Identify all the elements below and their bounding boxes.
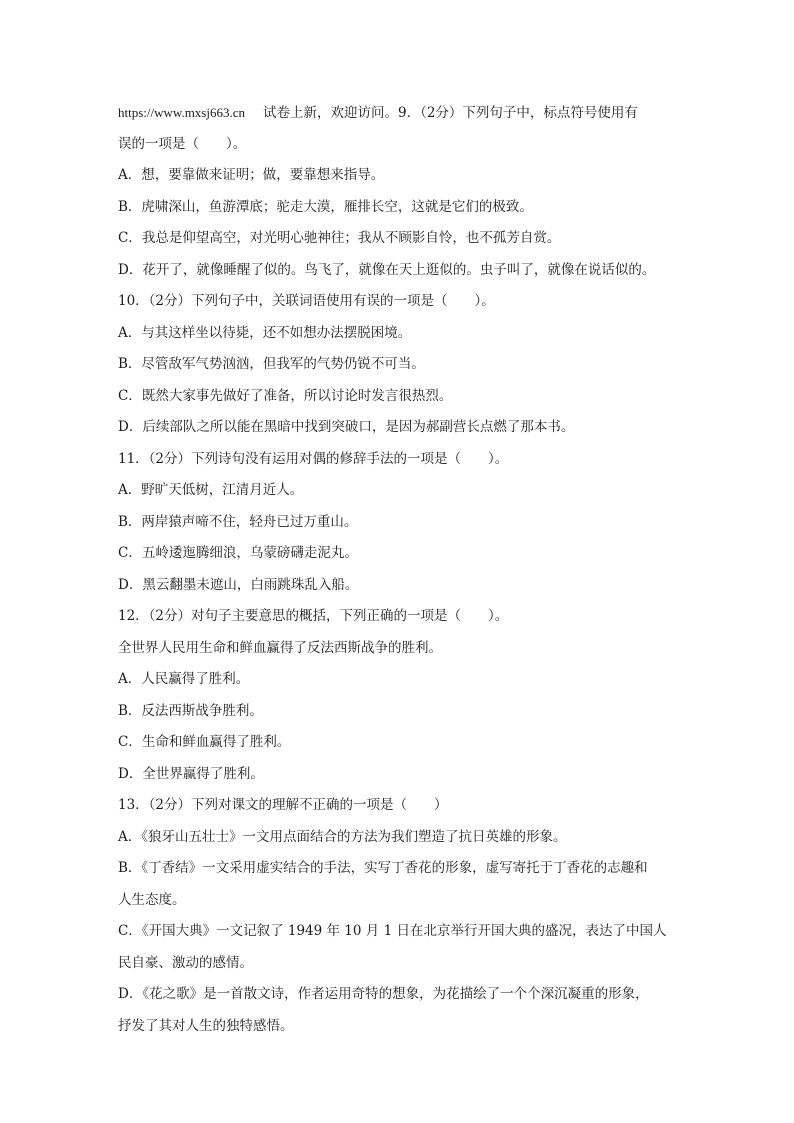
question-9-option-c: C．我总是仰望高空，对光明心驰神往；我从不顾影自怜，也不孤芳自赏。 [118,230,561,246]
question-12-option-a: A．人民赢得了胜利。 [118,671,250,687]
question-10-option-d: D．后续部队之所以能在黑暗中找到突破口，是因为郝副营长点燃了那本书。 [118,419,575,435]
question-10-option-a: A．与其这样坐以待毙，还不如想办法摆脱困境。 [118,324,412,341]
question-9-stem-continued: 误的一项是（ ）。 [118,135,247,152]
question-9-stem: 9．（2分）下列句子中，标点符号使用有 [398,105,638,121]
header-line [118,97,678,129]
question-12-option-c: C．生命和鲜血赢得了胜利。 [118,734,291,750]
question-12-sentence: 全世界人民用生命和鲜血赢得了反法西斯战争的胜利。 [118,639,442,656]
question-13-option-b: B．《丁香结》一文采用虚实结合的手法，实写丁香花的形象，虚写寄托于丁香花的志趣和 [118,860,648,876]
question-11-option-d: D．黑云翻墨未遮山，白雨跳珠乱入船。 [118,576,359,593]
question-11-stem: 11．（2分）下列诗句没有运用对偶的修辞手法的一项是（ ）。 [118,450,509,467]
question-11-option-b: B．两岸猿声啼不住，轻舟已过万重山。 [118,513,358,530]
exam-content [118,97,678,1042]
question-13-stem: 13．（2分）下列对课文的理解不正确的一项是（ ） [118,797,448,813]
question-13-option-c: C．《开国大典》一文记叙了 1949 年 10 月 1 日在北京举行开国大典的盛况，表达了中国人 [118,923,667,939]
question-10-option-c: C．既然大家事先做好了准备，所以讨论时发言很热烈。 [118,387,453,404]
question-9-option-b: B．虎啸深山，鱼游潭底；驼走大漠，雁排长空，这就是它们的极致。 [118,198,533,215]
site-notice: 试卷上新，欢迎访问。 [263,105,398,121]
question-13-option-d-continued: 抒发了其对人生的独特感悟。 [118,1017,294,1034]
question-9-option-a: A．想，要靠做来证明；做，要靠想来指导。 [118,167,385,183]
site-url: https://www.mxsj663.cn [118,105,245,120]
question-10-option-b: B．尽管敌军气势汹汹，但我军的气势仍锐不可当。 [118,356,425,372]
question-9-option-d: D．花开了，就像睡醒了似的。鸟飞了，就像在天上逛似的。虫子叫了，就像在说话似的。 [118,261,656,278]
question-13-option-b-continued: 人生态度。 [118,891,186,908]
question-12-stem: 12．（2分）对句子主要意思的概括，下列正确的一项是（ ）。 [118,608,509,624]
question-13-option-d: D．《花之歌》是一首散文诗，作者运用奇特的想象，为花描绘了一个个深沉凝重的形象， [118,986,649,1002]
question-11-option-c: C．五岭逶迤腾细浪，乌蒙磅礴走泥丸。 [118,545,358,561]
question-12-option-b: B．反法西斯战争胜利。 [118,702,263,719]
question-12-option-d: D．全世界赢得了胜利。 [118,765,264,782]
question-13-option-c-continued: 民自豪、激动的感情。 [118,954,253,971]
question-10-stem: 10．（2分）下列句子中，关联词语使用有误的一项是（ ）。 [118,293,495,309]
question-13-option-a: A．《狼牙山五壮士》一文用点面结合的方法为我们塑造了抗日英雄的形象。 [118,828,567,845]
question-11-option-a: A．野旷天低树，江清月近人。 [118,482,304,498]
